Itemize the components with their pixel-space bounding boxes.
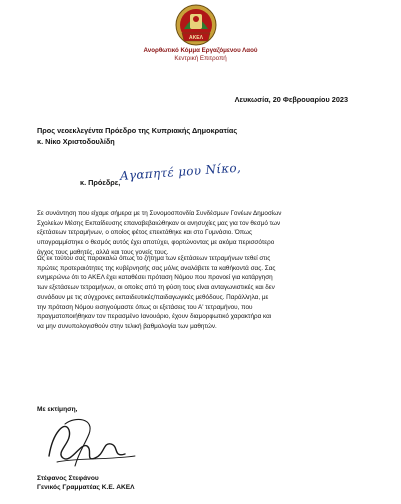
emblem-text: ΑΚΕΛ: [189, 35, 203, 41]
body-paragraph-2: [37, 254, 364, 332]
signer-name: Στέφανος Στεφάνου: [37, 475, 99, 482]
committee-name: Κεντρική Επιτροπή: [174, 55, 227, 62]
paragraph-line: των εξετάσεων τετραμήνων, οι οποίες από τη φύση τους είναι ανταγωνιστικές και δεν: [37, 284, 275, 292]
paragraph-line: Ως εκ τούτου σας παρακαλώ όπως το ζήτημα των εξετάσεων τετραμήνων τεθεί στις: [37, 255, 271, 262]
body-paragraph-1: [37, 209, 364, 258]
paragraph-line: πραγματοποιήθηκαν τον περασμένο Ιανουάριο, έχουν διαμορφωτικό χαρακτήρα και: [37, 313, 272, 321]
letter-date: Λευκωσία, 20 Φεβρουαρίου 2023: [234, 95, 348, 104]
paragraph-line: συνάδουν με τις σύγχρονες εκπαιδευτικές/παιδαγωγικές μεθόδους. Παράλληλα, με: [37, 293, 269, 301]
signer-block: [37, 474, 135, 492]
recipient-line-1: Προς νεοεκλεγέντα Πρόεδρο της Κυπριακής Δημοκρατίας: [37, 126, 238, 135]
paragraph-line: να μην συνυπολογισθούν στην τελική βαθμολογία των μαθητών.: [37, 322, 217, 330]
paragraph-line: Σε συνάντηση που είχαμε σήμερα με τη Συνομοσπονδία Συνδέσμων Γονέων Δημοσίων: [37, 210, 282, 217]
paragraph-line: Σχολείων Μέσης Εκπαίδευσης επαναβεβαιώθηκαν οι ανησυχίες μας για τον θεσμό των: [37, 219, 281, 227]
recipient-line-2: κ. Νίκο Χριστοδουλίδη: [37, 136, 115, 146]
paragraph-line: ενημερώνω ότι το ΑΚΕΛ έχει καταθέσει πρόταση Νόμου που προνοεί για κατάργηση: [37, 274, 273, 282]
akel-emblem-icon: [174, 3, 218, 49]
paragraph-line: εξετάσεων τετραμήνων, ο οποίος φέτος επεκτάθηκε και στο Γυμνάσιο. Όπως: [37, 229, 253, 237]
paragraph-line: άγχος τους μαθητές, αλλά και τους γονείς τους.: [37, 248, 169, 256]
signer-title: Γενικός Γραμματέας Κ.Ε. ΑΚΕΛ: [37, 484, 135, 491]
handwritten-greeting: Αγαπητέ μου Νίκο,: [119, 160, 242, 183]
party-name: Ανορθωτικό Κόμμα Εργαζόμενου Λαού: [143, 47, 258, 54]
paragraph-line: υπογραμμίστηκε ο θεσμός αυτός έχει αποτύχει, φορτώνοντας με ακόμα περισσότερο: [37, 239, 275, 247]
salutation: κ. Πρόεδρε,: [80, 178, 121, 187]
handwritten-signature-icon: [35, 412, 155, 474]
recipient-block: [37, 126, 237, 147]
paragraph-line: πρώτες προτεραιότητες της κυβέρνησής σας μόλις αναλάβετε τα καθήκοντά σας. Σας: [37, 264, 276, 272]
closing-phrase: Με εκτίμηση,: [37, 406, 78, 413]
paragraph-line: την πρόταση Νόμου εισηγούμαστε όπως οι εξετάσεις του Α' τετραμήνου, που: [37, 303, 253, 311]
